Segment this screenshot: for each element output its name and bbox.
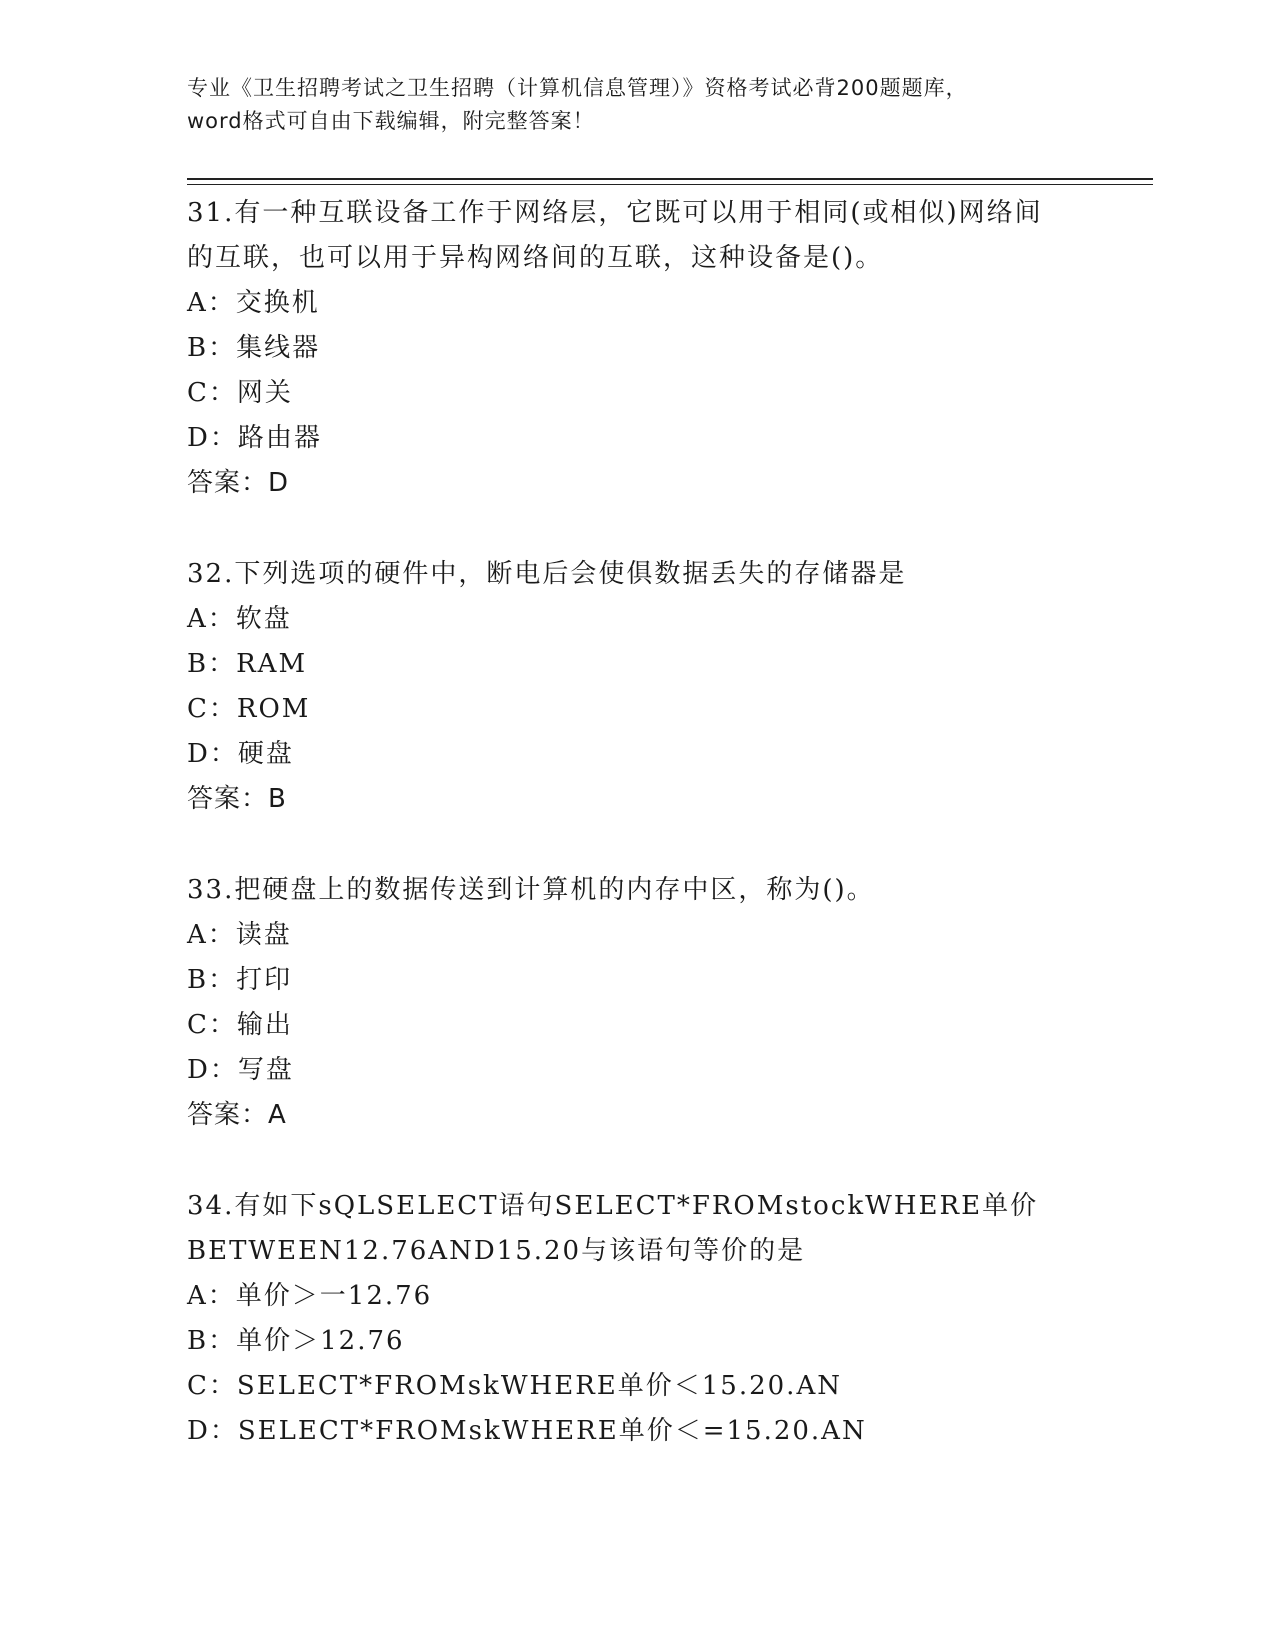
question-stem-line: 34.有如下sQLSELECT语句SELECT*FROMstockWHERE单价 bbox=[187, 1191, 1039, 1221]
question-stem-line: 32.下列选项的硬件中，断电后会使俱数据丢失的存储器是 bbox=[187, 559, 907, 589]
option-d: D：硬盘 bbox=[187, 739, 294, 769]
answer-line: 答案：B bbox=[187, 784, 287, 814]
document-header bbox=[187, 72, 1087, 138]
option-c: C：网关 bbox=[187, 378, 293, 408]
option-a: A：读盘 bbox=[187, 920, 292, 950]
option-a: A：软盘 bbox=[187, 604, 292, 634]
header-line-1: 专业《卫生招聘考试之卫生招聘（计算机信息管理）》资格考试必背200题题库， bbox=[187, 76, 968, 100]
option-b: B：RAM bbox=[187, 649, 308, 679]
header-divider-thin bbox=[187, 184, 1153, 185]
option-b: B：单价＞12.76 bbox=[187, 1326, 405, 1356]
question-34 bbox=[187, 1184, 1087, 1454]
question-33 bbox=[187, 868, 1087, 1138]
option-d: D：SELECT*FROMskWHERE单价＜=15.20.AN bbox=[187, 1416, 867, 1446]
option-a: A：交换机 bbox=[187, 288, 320, 318]
option-d: D：路由器 bbox=[187, 423, 322, 453]
question-32 bbox=[187, 552, 1087, 822]
header-line-2: word格式可自由下载编辑，附完整答案！ bbox=[187, 109, 595, 133]
option-c: C：ROM bbox=[187, 694, 311, 724]
question-31 bbox=[187, 191, 1087, 506]
option-b: B：打印 bbox=[187, 965, 293, 995]
question-list bbox=[187, 191, 1087, 1500]
option-b: B：集线器 bbox=[187, 333, 321, 363]
answer-line: 答案：A bbox=[187, 1100, 287, 1130]
question-stem-line: 31.有一种互联设备工作于网络层，它既可以用于相同(或相似)网络间 bbox=[187, 198, 1043, 228]
option-d: D：写盘 bbox=[187, 1055, 294, 1085]
answer-line: 答案：D bbox=[187, 468, 290, 498]
option-c: C：输出 bbox=[187, 1010, 293, 1040]
question-stem-line: 33.把硬盘上的数据传送到计算机的内存中区，称为()。 bbox=[187, 875, 875, 905]
header-divider-thick bbox=[187, 178, 1153, 180]
question-stem-line: 的互联，也可以用于异构网络间的互联，这种设备是()。 bbox=[187, 243, 884, 273]
option-c: C：SELECT*FROMskWHERE单价＜15.20.AN bbox=[187, 1371, 842, 1401]
option-a: A：单价＞一12.76 bbox=[187, 1281, 433, 1311]
question-stem-line: BETWEEN12.76AND15.20与该语句等价的是 bbox=[187, 1236, 806, 1266]
